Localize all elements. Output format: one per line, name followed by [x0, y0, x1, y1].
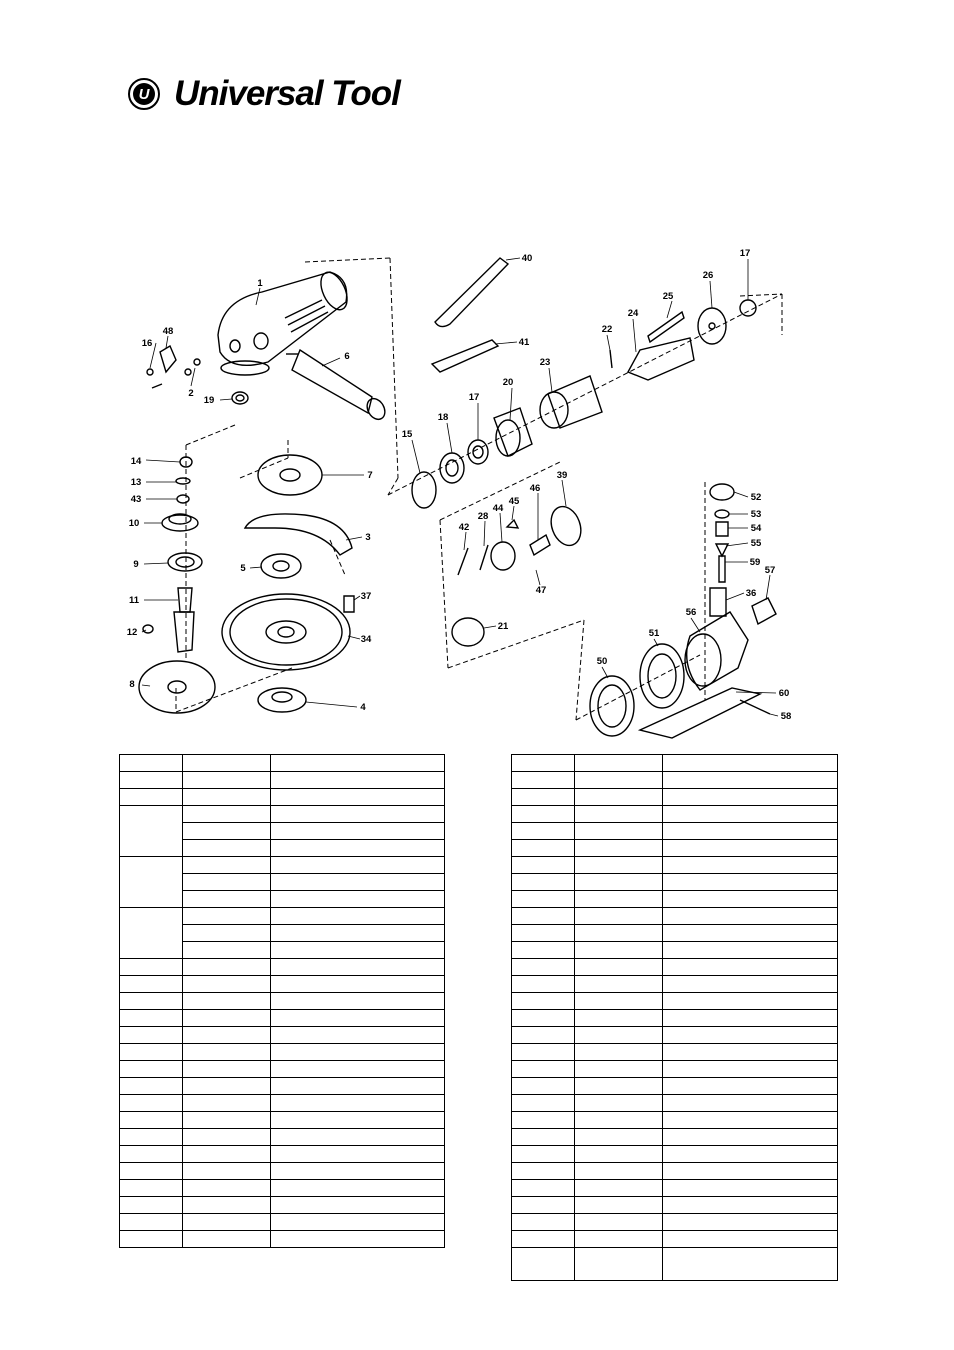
table-cell: [512, 1027, 575, 1044]
table-cell: [120, 1129, 183, 1146]
table-cell: [575, 1231, 663, 1248]
callout-55: 55: [750, 538, 762, 549]
table-cell: [663, 1027, 838, 1044]
callout-34: 34: [360, 634, 372, 645]
table-row: [512, 959, 838, 976]
table-cell: [512, 1061, 575, 1078]
table-cell: [183, 1146, 271, 1163]
table-cell: [575, 789, 663, 806]
table-cell: [575, 942, 663, 959]
callout-6: 6: [344, 351, 350, 362]
callout-43: 43: [130, 494, 142, 505]
table-cell: [183, 1129, 271, 1146]
table-cell: [575, 1197, 663, 1214]
table-cell: [271, 891, 445, 908]
table-row: [120, 993, 445, 1010]
callout-59: 59: [749, 557, 761, 568]
table-row: [512, 874, 838, 891]
table-cell: [183, 1010, 271, 1027]
table-cell: [575, 874, 663, 891]
table-cell: [271, 1061, 445, 1078]
callout-28: 28: [477, 511, 489, 522]
callout-20: 20: [502, 377, 514, 388]
table-cell: [663, 1129, 838, 1146]
table-cell: [575, 772, 663, 789]
table-row: [512, 789, 838, 806]
table-cell: [271, 1044, 445, 1061]
table-row: [512, 1027, 838, 1044]
table-cell: [271, 806, 445, 823]
table-cell: [663, 772, 838, 789]
table-row: [512, 1214, 838, 1231]
table-cell: [271, 1197, 445, 1214]
table-cell: [512, 1146, 575, 1163]
table-cell: [120, 755, 183, 772]
table-cell: [663, 1231, 838, 1248]
callout-36: 36: [745, 588, 757, 599]
table-cell: [120, 857, 183, 908]
callout-47: 47: [535, 585, 547, 596]
table-row: [512, 1248, 838, 1281]
callout-18: 18: [437, 412, 449, 423]
table-cell: [120, 1214, 183, 1231]
table-row: [120, 1163, 445, 1180]
table-cell: [120, 806, 183, 857]
callout-40: 40: [521, 253, 533, 264]
table-row: [120, 976, 445, 993]
table-cell: [663, 1197, 838, 1214]
callout-9: 9: [133, 559, 139, 570]
table-cell: [575, 806, 663, 823]
callout-26: 26: [702, 270, 714, 281]
table-cell: [512, 993, 575, 1010]
table-cell: [512, 908, 575, 925]
table-cell: [120, 976, 183, 993]
table-cell: [575, 1010, 663, 1027]
table-cell: [512, 755, 575, 772]
table-cell: [271, 1027, 445, 1044]
callout-17: 17: [468, 392, 480, 403]
table-cell: [271, 772, 445, 789]
exploded-parts-diagram: [116, 238, 814, 743]
table-cell: [575, 823, 663, 840]
table-cell: [512, 1112, 575, 1129]
table-cell: [271, 908, 445, 925]
callout-15: 15: [401, 429, 413, 440]
table-cell: [120, 1027, 183, 1044]
table-cell: [183, 942, 271, 959]
table-row: [120, 789, 445, 806]
table-cell: [575, 891, 663, 908]
callout-19: 19: [203, 395, 215, 406]
table-cell: [663, 1214, 838, 1231]
callout-12: 12: [126, 627, 138, 638]
table-row: [120, 1027, 445, 1044]
callout-58: 58: [780, 711, 792, 722]
table-cell: [575, 925, 663, 942]
table-row: [512, 1197, 838, 1214]
table-cell: [120, 1044, 183, 1061]
table-cell: [663, 976, 838, 993]
callout-53: 53: [750, 509, 762, 520]
table-cell: [183, 959, 271, 976]
table-row: [512, 942, 838, 959]
table-cell: [512, 806, 575, 823]
callout-52: 52: [750, 492, 762, 503]
table-row: [512, 925, 838, 942]
table-cell: [120, 908, 183, 959]
logo-letter: U: [133, 83, 155, 105]
table-cell: [271, 823, 445, 840]
table-cell: [120, 1180, 183, 1197]
callout-23: 23: [539, 357, 551, 368]
table-cell: [663, 959, 838, 976]
callout-4: 4: [360, 702, 366, 713]
callout-45: 45: [508, 496, 520, 507]
table-cell: [663, 755, 838, 772]
table-cell: [512, 857, 575, 874]
table-row: [512, 840, 838, 857]
table-cell: [183, 1061, 271, 1078]
table-row: [120, 1095, 445, 1112]
callout-57: 57: [764, 565, 776, 576]
table-cell: [512, 1248, 575, 1281]
table-row: [120, 857, 445, 874]
table-cell: [575, 1061, 663, 1078]
table-cell: [575, 1027, 663, 1044]
callout-17: 17: [739, 248, 751, 259]
table-cell: [663, 925, 838, 942]
table-row: [120, 1214, 445, 1231]
table-row: [120, 755, 445, 772]
table-cell: [120, 1197, 183, 1214]
table-cell: [575, 976, 663, 993]
callout-39: 39: [556, 470, 568, 481]
table-row: [120, 1146, 445, 1163]
table-cell: [575, 1129, 663, 1146]
table-cell: [183, 823, 271, 840]
table-row: [512, 1095, 838, 1112]
table-cell: [271, 1010, 445, 1027]
table-row: [120, 1197, 445, 1214]
table-row: [512, 1163, 838, 1180]
table-cell: [663, 874, 838, 891]
table-row: [120, 908, 445, 925]
table-row: [120, 1112, 445, 1129]
table-row: [512, 908, 838, 925]
table-cell: [512, 942, 575, 959]
table-cell: [271, 1214, 445, 1231]
table-cell: [183, 1027, 271, 1044]
table-cell: [120, 1231, 183, 1248]
callout-56: 56: [685, 607, 697, 618]
table-cell: [575, 1180, 663, 1197]
table-cell: [663, 806, 838, 823]
table-cell: [663, 1146, 838, 1163]
callout-8: 8: [129, 679, 135, 690]
table-cell: [120, 1010, 183, 1027]
table-cell: [575, 1248, 663, 1281]
callout-41: 41: [518, 337, 530, 348]
table-cell: [575, 1146, 663, 1163]
table-cell: [512, 789, 575, 806]
table-cell: [575, 857, 663, 874]
table-cell: [271, 1112, 445, 1129]
table-cell: [663, 1095, 838, 1112]
table-cell: [120, 1163, 183, 1180]
table-row: [120, 1078, 445, 1095]
table-row: [512, 1180, 838, 1197]
callout-13: 13: [130, 477, 142, 488]
table-cell: [575, 755, 663, 772]
table-cell: [663, 891, 838, 908]
table-cell: [663, 1044, 838, 1061]
table-cell: [575, 959, 663, 976]
table-cell: [512, 925, 575, 942]
table-row: [120, 1044, 445, 1061]
table-cell: [271, 993, 445, 1010]
table-cell: [120, 1078, 183, 1095]
table-cell: [183, 976, 271, 993]
table-row: [120, 1061, 445, 1078]
table-cell: [183, 1112, 271, 1129]
table-cell: [663, 993, 838, 1010]
table-cell: [663, 1010, 838, 1027]
table-row: [512, 1129, 838, 1146]
table-cell: [512, 1095, 575, 1112]
table-row: [512, 1044, 838, 1061]
table-cell: [271, 857, 445, 874]
table-cell: [271, 976, 445, 993]
table-cell: [183, 1044, 271, 1061]
table-cell: [120, 959, 183, 976]
table-cell: [183, 789, 271, 806]
table-cell: [663, 857, 838, 874]
table-cell: [271, 874, 445, 891]
table-cell: [183, 857, 271, 874]
universal-tool-logo-icon: [128, 78, 160, 110]
callout-46: 46: [529, 483, 541, 494]
table-cell: [575, 1112, 663, 1129]
table-cell: [120, 993, 183, 1010]
callout-21: 21: [497, 621, 509, 632]
table-cell: [271, 789, 445, 806]
table-cell: [512, 840, 575, 857]
table-cell: [512, 1010, 575, 1027]
table-cell: [575, 1078, 663, 1095]
table-cell: [512, 1214, 575, 1231]
callout-51: 51: [648, 628, 660, 639]
callout-3: 3: [365, 532, 371, 543]
table-row: [512, 976, 838, 993]
table-cell: [512, 976, 575, 993]
table-row: [120, 772, 445, 789]
table-cell: [120, 772, 183, 789]
table-cell: [271, 1180, 445, 1197]
table-cell: [512, 1163, 575, 1180]
table-cell: [512, 772, 575, 789]
table-cell: [512, 1044, 575, 1061]
table-cell: [512, 823, 575, 840]
table-cell: [663, 1078, 838, 1095]
table-cell: [120, 1095, 183, 1112]
table-cell: [183, 993, 271, 1010]
callout-10: 10: [128, 518, 140, 529]
table-cell: [183, 1180, 271, 1197]
table-cell: [663, 1061, 838, 1078]
callout-22: 22: [601, 324, 613, 335]
callout-42: 42: [458, 522, 470, 533]
table-cell: [663, 942, 838, 959]
table-row: [512, 1010, 838, 1027]
table-cell: [183, 755, 271, 772]
callout-48: 48: [162, 326, 174, 337]
table-cell: [120, 1061, 183, 1078]
table-cell: [663, 789, 838, 806]
table-cell: [663, 1112, 838, 1129]
callout-37: 37: [360, 591, 372, 602]
table-row: [512, 993, 838, 1010]
table-cell: [120, 1112, 183, 1129]
table-cell: [512, 1129, 575, 1146]
callout-16: 16: [141, 338, 153, 349]
table-cell: [183, 1078, 271, 1095]
table-cell: [271, 942, 445, 959]
callout-5: 5: [240, 563, 246, 574]
table-cell: [271, 840, 445, 857]
table-row: [120, 1231, 445, 1248]
table-cell: [663, 908, 838, 925]
table-row: [512, 755, 838, 772]
table-cell: [575, 993, 663, 1010]
table-row: [512, 1061, 838, 1078]
table-row: [512, 772, 838, 789]
table-cell: [512, 1231, 575, 1248]
table-cell: [512, 959, 575, 976]
table-cell: [271, 1146, 445, 1163]
table-cell: [663, 823, 838, 840]
table-cell: [575, 840, 663, 857]
table-cell: [663, 1180, 838, 1197]
table-cell: [271, 1163, 445, 1180]
table-cell: [120, 1146, 183, 1163]
table-row: [512, 1112, 838, 1129]
table-cell: [183, 891, 271, 908]
brand-logo: [128, 74, 400, 114]
table-cell: [183, 840, 271, 857]
table-row: [120, 1010, 445, 1027]
table-cell: [575, 1095, 663, 1112]
table-cell: [183, 806, 271, 823]
table-row: [512, 823, 838, 840]
table-row: [120, 1129, 445, 1146]
callout-2: 2: [188, 388, 194, 399]
callout-54: 54: [750, 523, 762, 534]
table-row: [512, 857, 838, 874]
table-cell: [512, 891, 575, 908]
table-cell: [183, 1095, 271, 1112]
callout-11: 11: [128, 595, 140, 606]
callout-25: 25: [662, 291, 674, 302]
table-cell: [271, 959, 445, 976]
table-cell: [575, 908, 663, 925]
table-cell: [183, 1231, 271, 1248]
table-cell: [271, 755, 445, 772]
table-row: [512, 891, 838, 908]
table-cell: [183, 925, 271, 942]
callout-50: 50: [596, 656, 608, 667]
table-cell: [575, 1163, 663, 1180]
table-cell: [183, 908, 271, 925]
table-cell: [575, 1214, 663, 1231]
table-row: [512, 1078, 838, 1095]
table-cell: [512, 874, 575, 891]
callout-24: 24: [627, 308, 639, 319]
table-cell: [183, 1163, 271, 1180]
parts-table-left: [119, 754, 445, 1248]
table-row: [120, 1180, 445, 1197]
table-row: [120, 806, 445, 823]
callout-7: 7: [367, 470, 373, 481]
table-cell: [512, 1180, 575, 1197]
table-row: [120, 959, 445, 976]
table-cell: [663, 1248, 838, 1281]
table-cell: [575, 1044, 663, 1061]
table-cell: [183, 1214, 271, 1231]
brand-name: Universal Tool: [174, 74, 400, 113]
table-cell: [271, 1231, 445, 1248]
table-cell: [663, 840, 838, 857]
callout-14: 14: [130, 456, 142, 467]
table-cell: [271, 1095, 445, 1112]
table-row: [512, 1231, 838, 1248]
callout-1: 1: [257, 278, 263, 289]
table-cell: [271, 1129, 445, 1146]
table-cell: [120, 789, 183, 806]
table-cell: [663, 1163, 838, 1180]
table-cell: [183, 874, 271, 891]
table-cell: [512, 1197, 575, 1214]
callout-60: 60: [778, 688, 790, 699]
callout-44: 44: [492, 503, 504, 514]
table-row: [512, 1146, 838, 1163]
parts-table-right: [511, 754, 838, 1281]
table-cell: [512, 1078, 575, 1095]
table-cell: [271, 925, 445, 942]
table-cell: [183, 1197, 271, 1214]
table-row: [512, 806, 838, 823]
table-cell: [271, 1078, 445, 1095]
table-cell: [183, 772, 271, 789]
